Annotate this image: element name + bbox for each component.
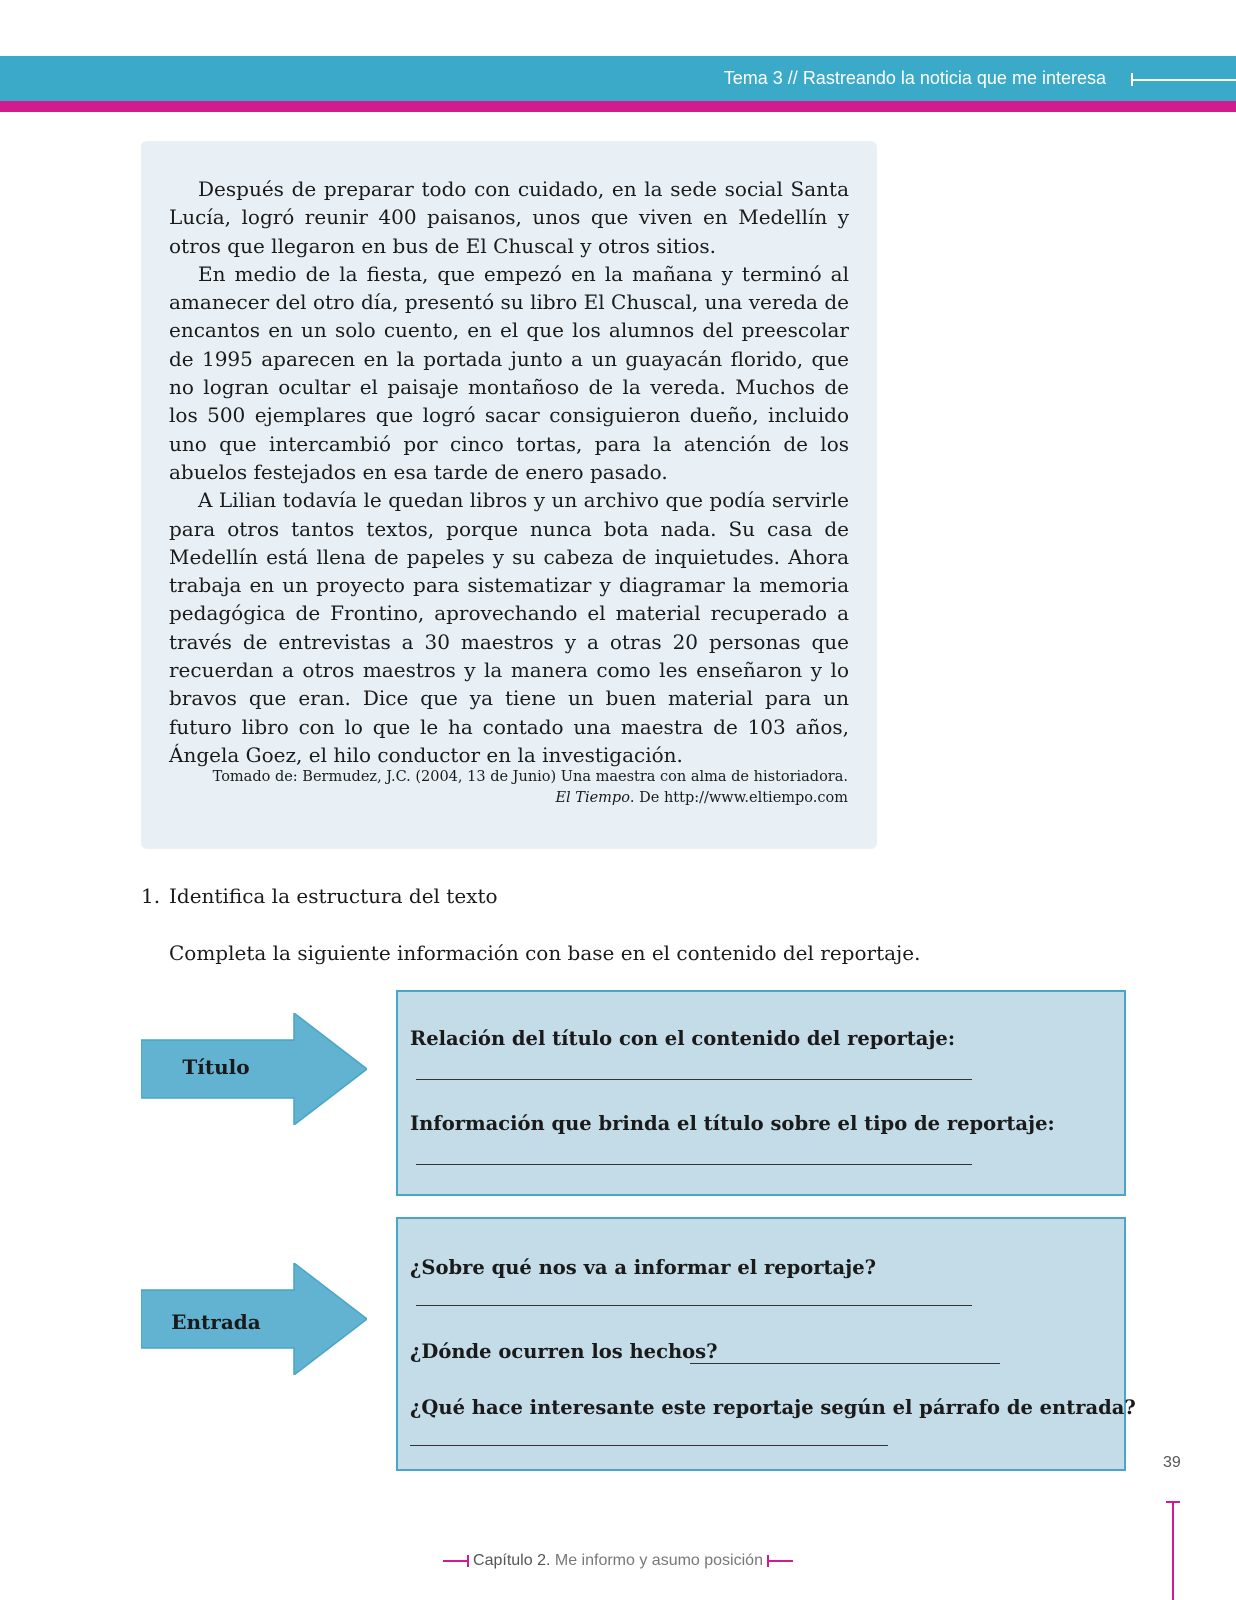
entrada-prompt-topic: ¿Sobre qué nos va a informar el reportaje? [410,1256,877,1279]
entrada-prompt-interest: ¿Qué hace interesante este reportaje según el párrafo de entrada? [410,1396,1136,1419]
question-number: 1. [141,884,161,908]
citation-line-2 [208,788,848,809]
entrada-prompt-where: ¿Dónde ocurren los hechos? [410,1340,718,1363]
activity-question [141,884,498,908]
citation-source: El Tiempo [555,790,630,806]
titulo-answer-box [396,990,1126,1196]
reading-excerpt [169,175,849,769]
reading-paragraph: En medio de la fiesta, que empezó en la mañana y terminó al amanecer del otro día, presentó su libro El Chuscal, una vereda de encantos en un solo cuento, en el que los alumnos del preescolar de 1995 aparecen en la portada junto a un guayacán florido, que no logran ocultar el paisaje montañoso de la vereda. Muchos de los 500 ejemplares que logró sacar consiguieron dueño, incluido uno que intercambió por cinco tortas, para la atención de los abuelos festejados en esa tarde de enero pasado. [169,261,849,484]
reading-paragraph: A Lilian todavía le quedan libros y un archivo que podía servirle para otros tantos textos, porque nunca bota nada. Su casa de Medellín está llena de papeles y su cabeza de inquietudes. Ahora trabaja en un proyecto para sistematizar y diagramar la memoria pedagógica de Frontino, aprovechando el material recuperado a través de entrevistas a 30 maestros y a otras 20 personas que recuerdan a otros maestros y la manera como les enseñaron y lo bravos que eran. Dice que ya tiene un buen material para un futuro libro con lo que le ha contado una maestra de 103 años, Ángela Goez, el hilo conductor en la investigación. [169,488,849,767]
topic-title: Tema 3 // Rastreando la noticia que me interesa [723,68,1106,88]
footer-chapter: Capítulo 2. [473,1552,551,1569]
footer-rule-left [443,1560,469,1562]
page-number: 39 [1163,1454,1181,1471]
answer-line[interactable] [416,1305,972,1306]
answer-line[interactable] [690,1363,1000,1364]
citation [208,767,848,809]
answer-line[interactable] [416,1164,972,1165]
entrada-label: Entrada [171,1310,261,1334]
footer-subtitle: Me informo y asumo posición [554,1552,763,1569]
footer-rule-right [767,1560,793,1562]
footer [0,1552,1236,1570]
question-text: Identifica la estructura del texto [169,884,498,908]
entrada-answer-box [396,1217,1136,1471]
activity-instruction: Completa la siguiente información con base en el contenido del reportaje. [169,941,921,965]
titulo-label: Título [182,1055,250,1079]
header-rule [1131,79,1236,81]
citation-line-1: Tomado de: Bermudez, J.C. (2004, 13 de Junio) Una maestra con alma de historiadora. [212,769,848,785]
header-accent-stripe [0,101,1236,112]
titulo-prompt-relation: Relación del título con el contenido del reportaje: [410,1027,956,1050]
reading-paragraph: Después de preparar todo con cuidado, en la sede social Santa Lucía, logró reunir 400 paisanos, unos que viven en Medellín y otros que llegaron en bus de El Chuscal y otros sitios. [169,177,849,258]
citation-url: . De http://www.eltiempo.com [629,790,848,806]
answer-line[interactable] [410,1445,888,1446]
side-rule [1172,1502,1174,1600]
titulo-prompt-info: Información que brinda el título sobre el tipo de reportaje: [410,1112,1055,1135]
answer-line[interactable] [416,1079,972,1080]
